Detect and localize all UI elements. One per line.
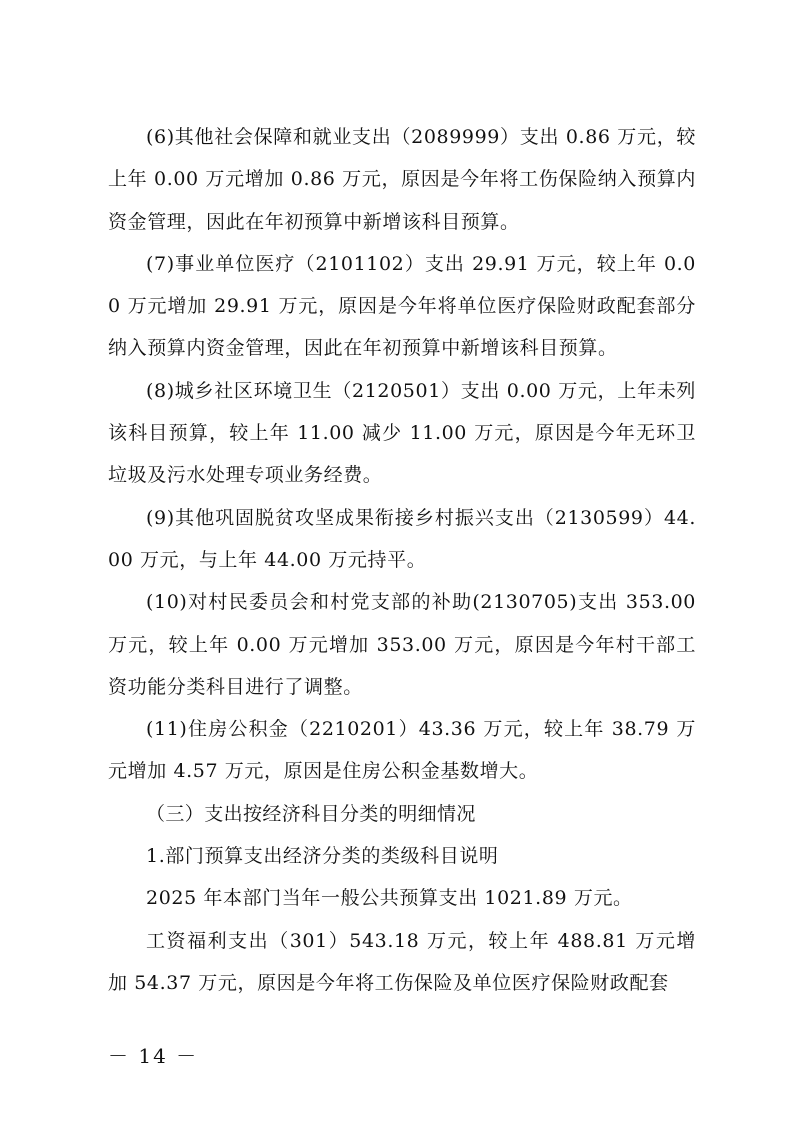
document-body bbox=[108, 116, 696, 1004]
page-number: － 14 － bbox=[108, 1044, 199, 1068]
paragraph-housing-provident-fund: (11)住房公积金（2210201）43.36 万元，较上年 38.79 万元增加 4.57 万元，原因是住房公积金基数增大。 bbox=[108, 718, 696, 783]
summary-line: 2025 年本部门当年一般公共预算支出 1021.89 万元。 bbox=[146, 887, 633, 910]
paragraph-public-institution-medical: (7)事业单位医疗（2101102）支出 29.91 万元，较上年 0.00 万元增加 29.91 万元，原因是今年将单位医疗保险财政配套部分纳入预算内资金管理，因此在年初预算中新增该科目预算。 bbox=[108, 252, 696, 360]
sub-heading: 1.部门预算支出经济分类的类级科目说明 bbox=[146, 845, 499, 868]
paragraph-urban-rural-sanitation: (8)城乡社区环境卫生（2120501）支出 0.00 万元，上年未列该科目预算，较上年 11.00 减少 11.00 万元，原因是今年无环卫垃圾及污水处理专项业务经费。 bbox=[108, 379, 696, 487]
paragraph-other-social-security: (6)其他社会保障和就业支出（2089999）支出 0.86 万元，较上年 0.00 万元增加 0.86 万元，原因是今年将工伤保险纳入预算内资金管理，因此在年初预算中新增该科目预算。 bbox=[108, 126, 696, 233]
paragraph-rural-revitalization: (9)其他巩固脱贫攻坚成果衔接乡村振兴支出（2130599）44.00 万元，与上年 44.00 万元持平。 bbox=[108, 506, 696, 571]
paragraph-village-committee-subsidy: (10)对村民委员会和村党支部的补助(2130705)支出 353.00 万元，较上年 0.00 万元增加 353.00 万元，原因是今年村干部工资功能分类科目进行了调整。 bbox=[108, 591, 696, 698]
section-heading: （三）支出按经济科目分类的明细情况 bbox=[146, 802, 476, 825]
paragraph-salary-welfare: 工资福利支出（301）543.18 万元，较上年 488.81 万元增加 54.37 万元，原因是今年将工伤保险及单位医疗保险财政配套 bbox=[108, 929, 696, 994]
